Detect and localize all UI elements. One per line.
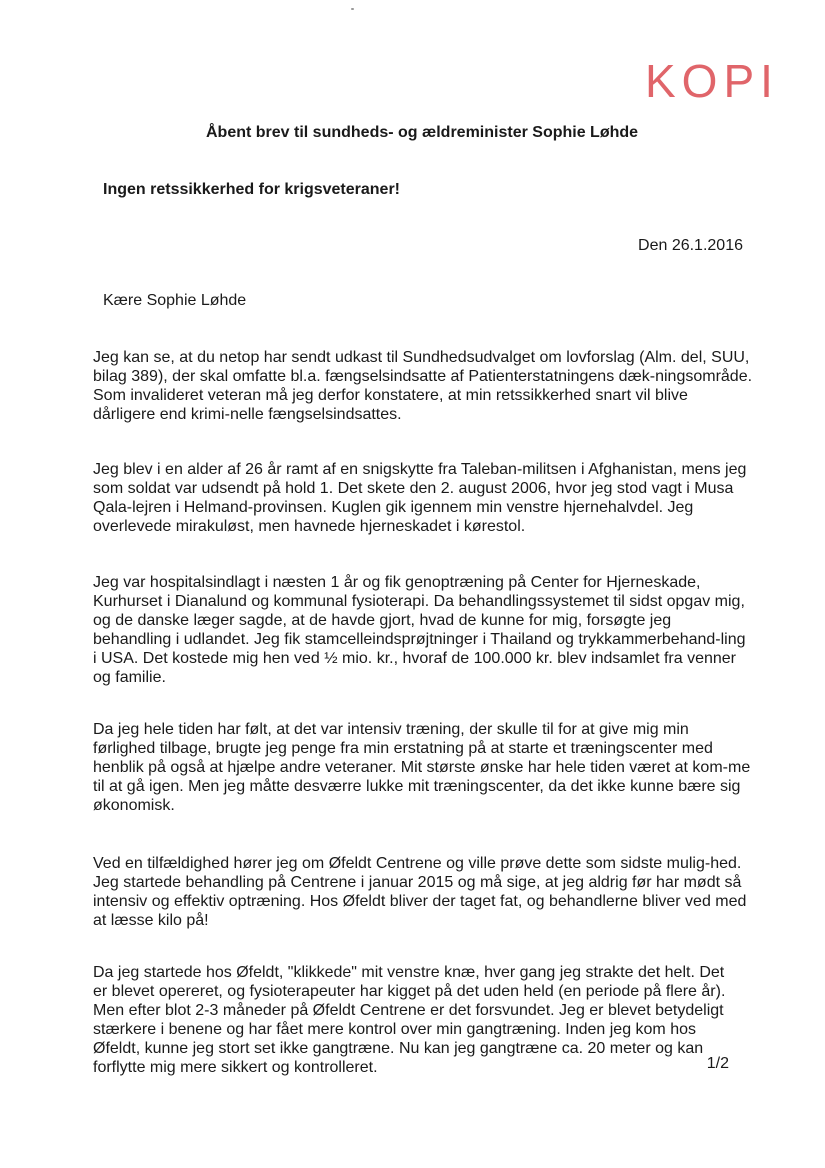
letter-greeting: Kære Sophie Løhde [103, 292, 247, 309]
paragraph-1: Jeg kan se, at du netop har sendt udkast til Sundhedsudvalget om lovforslag (Alm. del, SUU, bilag 389), der skal omfatte bl.a. fængselsindsatte af Patienterstatningens dæk-ningsområde. Som invalideret veteran må jeg derfor konstatere, at min retssikkerhed snart vil blive dårligere end krimi-nelle fængselsindsattes. [93, 349, 753, 423]
letter-title: Åbent brev til sundheds- og ældreminister Sophie Løhde [206, 124, 639, 141]
paragraph-3: Jeg var hospitalsindlagt i næsten 1 år og fik genoptræning på Center for Hjerneskade, Kurhurset i Dianalund og kommunal fysioterapi. Da behandlingssystemet til sidst opgav mig, og de danske læger sagde, at de havde gjort, hvad de kunne for mig, forsøgte jeg behandling i udlandet. Jeg fik stamcelleindsprøjtninger i Thailand og trykkammerbehand-ling i USA. Det kostede mig hen ved ½ mio. kr., hvoraf de 100.000 kr. blev indsamlet fra venner og familie. [93, 574, 746, 686]
paragraph-6: Da jeg startede hos Øfeldt, "klikkede" mit venstre knæ, hver gang jeg strakte det helt. Det er blevet opereret, og fysioterapeuter har kigget på det uden held (en periode på flere år). Men efter blot 2-3 måneder på Øfeldt Centrene er det forsvundet. Jeg er blevet betydeligt stærkere i benene og har fået mere kontrol over min gangtræning. Inden jeg kom hos Øfeldt, kunne jeg stort set ikke gangtræne. Nu kan jeg gangtræne ca. 20 meter og kan forflytte mig mere sikkert og kontrolleret. [93, 964, 726, 1076]
paragraph-5: Ved en tilfældighed hører jeg om Øfeldt Centrene og ville prøve dette som sidste mulig-hed. Jeg startede behandling på Centrene i januar 2015 og må sige, at jeg aldrig før har mødt så intensiv og effektiv optræning. Hos Øfeldt bliver der taget fat, og behandlerne bliver ved med at læsse kilo på! [93, 855, 747, 929]
paragraph-2: Jeg blev i en alder af 26 år ramt af en snigskytte fra Taleban-militsen i Afghanistan, mens jeg som soldat var udsendt på hold 1. Det skete den 2. august 2006, hvor jeg stod vagt i Musa Qala-lejren i Helmand-provinsen. Kuglen gik igennem min venstre hjernehalvdel. Jeg overlevede mirakuløst, men havnede hjerneskadet i kørestol. [93, 461, 747, 535]
letter-date: Den 26.1.2016 [638, 237, 743, 254]
paragraph-4: Da jeg hele tiden har følt, at det var intensiv træning, der skulle til for at give mig min førlighed tilbage, brugte jeg penge fra min erstatning på at starte et træningscenter med henblik på også at hjælpe andre veteraner. Mit største ønske har hele tiden været at kom-me til at gå igen. Men jeg måtte desværre lukke mit træningscenter, da det ikke kunne bære sig økonomisk. [93, 721, 751, 814]
page-number: 1/2 [706, 1055, 729, 1072]
scan-speck [351, 8, 354, 10]
letter-subtitle: Ingen retssikkerhed for krigsveteraner! [103, 181, 401, 198]
kopi-stamp: KOPI [645, 55, 779, 107]
